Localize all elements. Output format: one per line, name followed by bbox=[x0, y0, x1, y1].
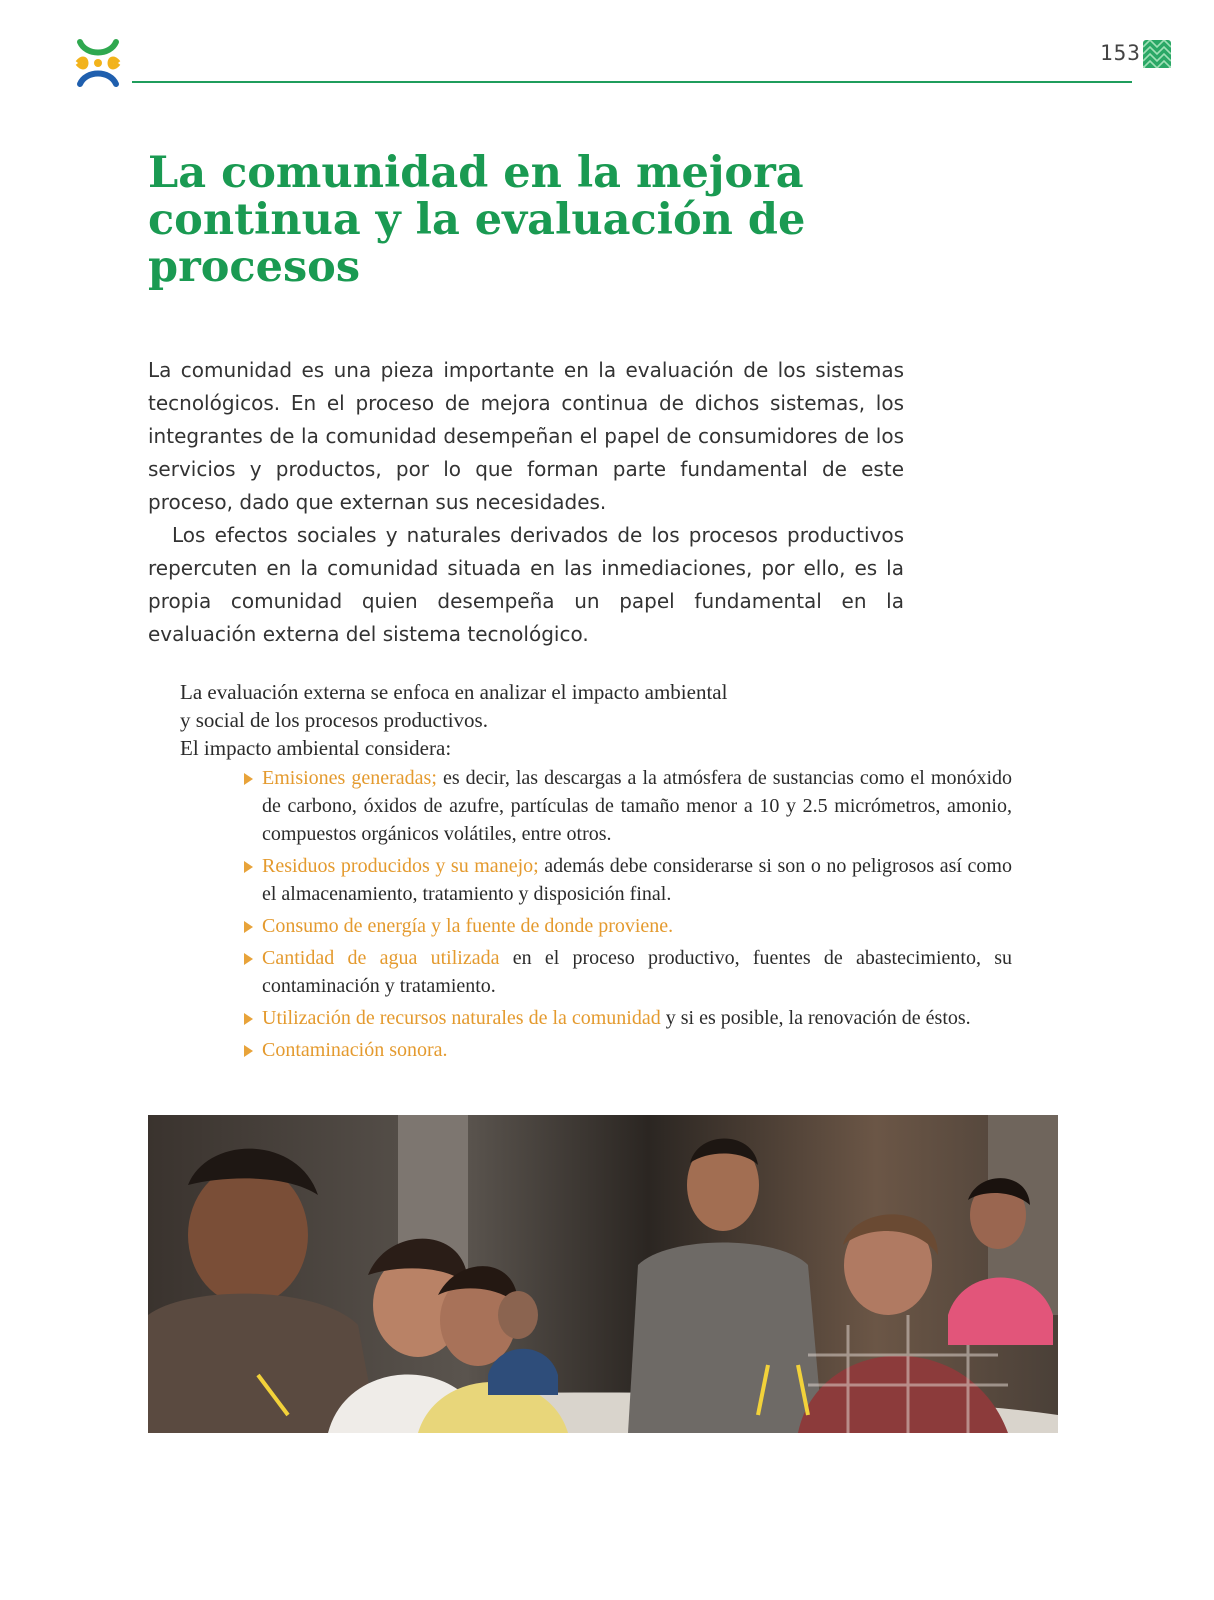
header-rule bbox=[132, 81, 1132, 83]
impact-item-emissions bbox=[244, 764, 1012, 848]
bullet-arrow-icon bbox=[244, 953, 253, 965]
impact-highlight: Utilización de recursos naturales de la comunidad bbox=[262, 1007, 661, 1029]
impact-highlight: Residuos producidos y su manejo; bbox=[262, 855, 539, 877]
evaluation-line-2: y social de los procesos productivos. bbox=[180, 708, 488, 732]
bullet-arrow-icon bbox=[244, 921, 253, 933]
impact-item-waste bbox=[244, 852, 1012, 908]
evaluation-line-3: El impacto ambiental considera: bbox=[180, 736, 452, 760]
impact-text: además debe considerarse si son o no peligrosos así como el almacenamiento, tratamiento y disposición final. bbox=[262, 855, 1012, 905]
page-title bbox=[148, 150, 848, 291]
body-text bbox=[148, 354, 904, 651]
community-workshop-photo bbox=[148, 1115, 1058, 1433]
impact-item-energy bbox=[244, 912, 1012, 940]
body-paragraph-2: Los efectos sociales y naturales derivados de los procesos productivos repercuten en la comunidad situada en las inmediaciones, por ello, es la propia comunidad quien desempeña un papel fundamental en la evaluación externa del sistema tecnológico. bbox=[148, 523, 904, 646]
page-number: 153 bbox=[1100, 41, 1141, 65]
impact-list bbox=[244, 764, 1012, 1068]
impact-highlight: Contaminación sonora. bbox=[262, 1039, 448, 1061]
bullet-arrow-icon bbox=[244, 773, 253, 785]
bullet-arrow-icon bbox=[244, 1045, 253, 1057]
impact-text: en el proceso productivo, fuentes de abastecimiento, su contaminación y tratamiento. bbox=[262, 947, 1012, 997]
title-line-2: continua y la evaluación de bbox=[148, 195, 806, 245]
bullet-arrow-icon bbox=[244, 1013, 253, 1025]
title-line-3: procesos bbox=[148, 242, 361, 292]
evaluation-intro bbox=[180, 678, 840, 762]
impact-item-noise bbox=[244, 1036, 1012, 1064]
evaluation-line-1: La evaluación externa se enfoca en analizar el impacto ambiental bbox=[180, 680, 728, 704]
bullet-arrow-icon bbox=[244, 861, 253, 873]
impact-highlight: Emisiones generadas; bbox=[262, 767, 437, 789]
impact-text: y si es posible, la renovación de éstos. bbox=[660, 1007, 971, 1029]
impact-item-resources bbox=[244, 1004, 1012, 1032]
impact-text: es decir, las descargas a la atmósfera de sustancias como el monóxido de carbono, óxidos de azufre, partículas de tamaño menor a 10 y 2.5 micrómetros, amonio, compuestos orgánicos volátiles, entre otros. bbox=[262, 767, 1012, 845]
impact-item-water bbox=[244, 944, 1012, 1000]
community-network-logo-icon bbox=[74, 38, 122, 88]
body-paragraph-1: La comunidad es una pieza importante en la evaluación de los sistemas tecnológicos. En el proceso de mejora continua de dichos sistemas, los integrantes de la comunidad desempeñan el papel de consumidores de los servicios y productos, por lo que forman parte fundamental de este proceso, dado que externan sus necesidades. bbox=[148, 358, 904, 514]
green-pattern-icon bbox=[1143, 40, 1171, 68]
impact-highlight: Consumo de energía y la fuente de donde proviene. bbox=[262, 915, 674, 937]
impact-highlight: Cantidad de agua utilizada bbox=[262, 947, 500, 969]
title-line-1: La comunidad en la mejora bbox=[148, 148, 804, 198]
